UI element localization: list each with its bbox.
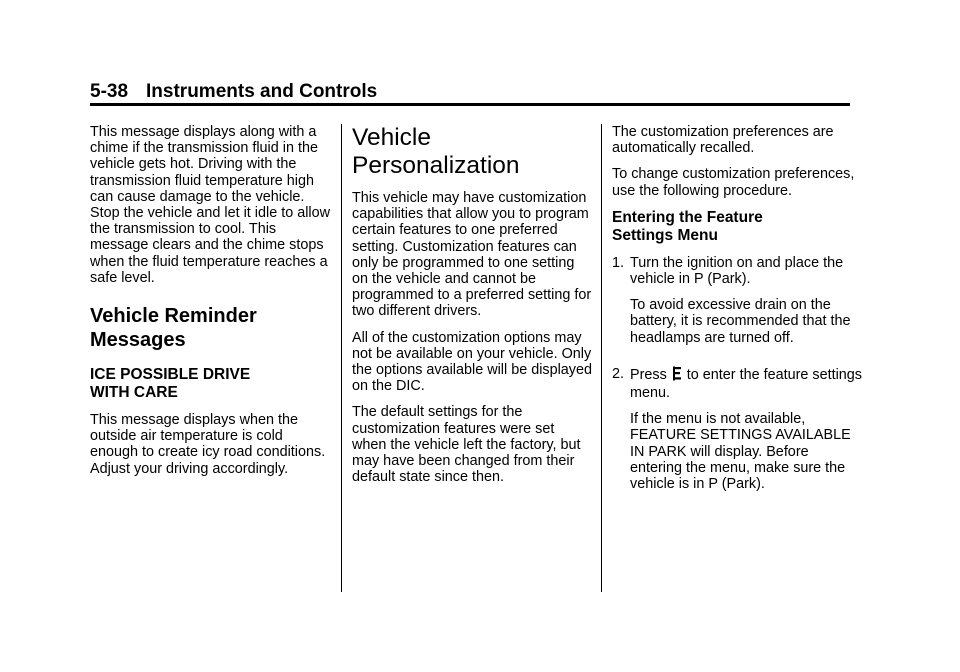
personalization-p3: The default settings for the customization features were set when the vehicle left the factory, but may have been changed from their default state since then. <box>352 404 581 486</box>
column-divider-2 <box>601 124 602 592</box>
step-text: Turn the ignition on and place the vehicle in P (Park). <box>630 254 844 288</box>
heading-line: Messages <box>90 329 186 352</box>
vehicle-reminder-heading <box>90 304 330 352</box>
recall-text: The customization preferences are automatically recalled. <box>612 124 834 157</box>
column-2 <box>352 124 592 495</box>
step-1 <box>612 255 862 356</box>
entering-feature-settings-heading <box>612 209 862 245</box>
transmission-hot-text: This message displays along with a chime if the transmission fluid in the vehicle gets hot. Driving with the transmission fluid temperature high can cause damage to the vehicle. Stop the vehicle and let it idle to allow the transmission to cool. This message clears and the chime stops when the fluid temperature reaches a safe level. <box>90 124 330 286</box>
ice-possible-text: This message displays when the outside air temperature is cold enough to create icy road conditions. Adjust your driving accordingly. <box>90 412 326 477</box>
heading-line: Vehicle Reminder <box>90 305 257 328</box>
column-1 <box>90 124 330 487</box>
heading-line: Personalization <box>352 152 520 179</box>
step-text-suffix: to enter the feature settings menu. <box>630 366 862 402</box>
section-title: Instruments and Controls <box>146 81 378 102</box>
change-text: To change customization preferences, use the following procedure. <box>612 166 855 199</box>
column-3 <box>612 124 862 512</box>
step-number: 1. <box>612 254 625 271</box>
page-header <box>90 80 850 104</box>
header-rule <box>90 103 850 106</box>
step-text <box>630 366 862 401</box>
step-text-prefix: Press <box>630 366 667 383</box>
heading-line: Entering the Feature <box>612 208 763 226</box>
personalization-p2: All of the customization options may not be available on your vehicle. Only the options available will be displayed on the DIC. <box>352 329 592 395</box>
step-note: If the menu is not available, FEATURE SETTINGS AVAILABLE IN PARK will display. Before entering the menu, make sure the vehicle is in P (Park). <box>630 411 851 493</box>
heading-line: Settings Menu <box>612 226 718 244</box>
page-number: 5-38 <box>90 81 129 102</box>
settings-button-icon <box>672 366 682 385</box>
step-number: 2. <box>612 365 625 382</box>
step-note: To avoid excessive drain on the battery, it is recommended that the headlamps are turned off. <box>630 297 851 346</box>
heading-line: Vehicle <box>352 124 432 151</box>
vehicle-personalization-heading <box>352 124 592 180</box>
step-2 <box>612 366 862 502</box>
ice-possible-heading <box>90 366 330 402</box>
personalization-p1: This vehicle may have customization capabilities that allow you to program certain features to one preferred setting. Customization features can only be programmed to one setting on the vehicle and cannot be programmed to a preferred setting for two different drivers. <box>352 190 592 320</box>
column-divider-1 <box>341 124 342 592</box>
heading-line: WITH CARE <box>90 384 178 402</box>
heading-line: ICE POSSIBLE DRIVE <box>90 366 251 384</box>
